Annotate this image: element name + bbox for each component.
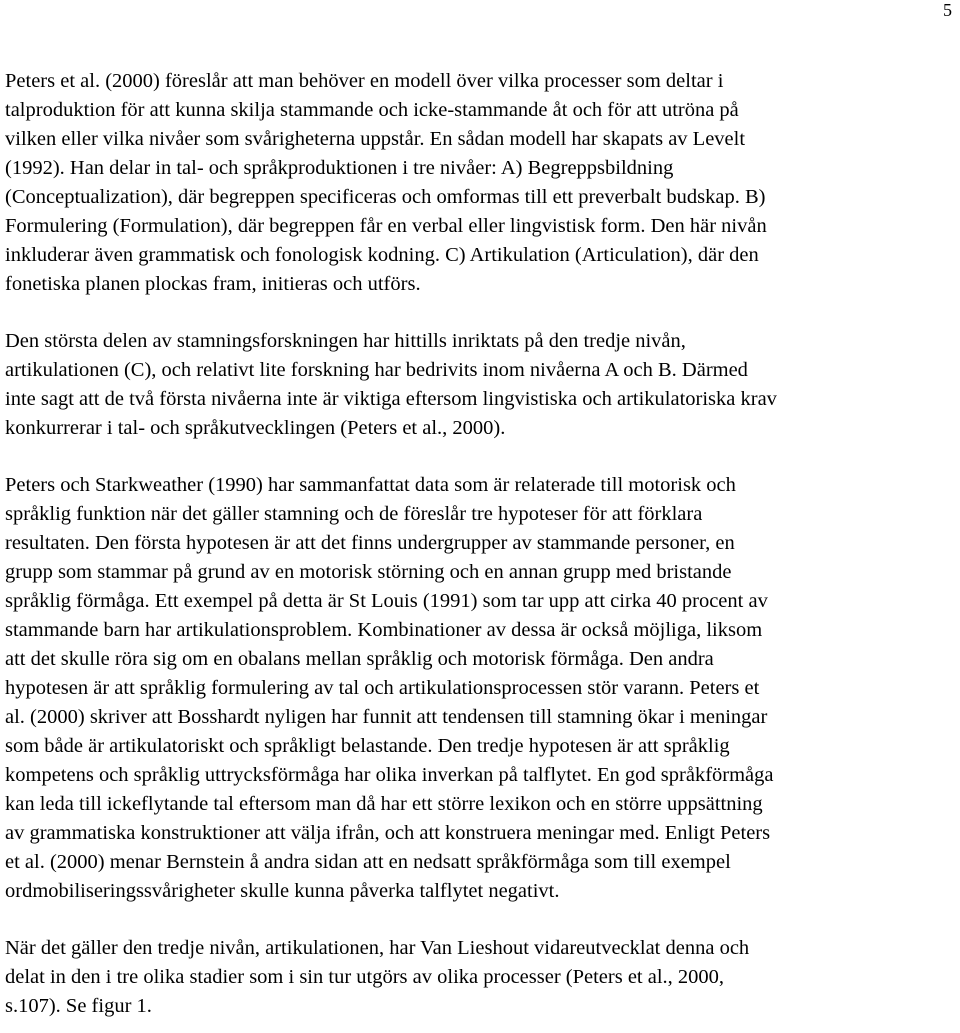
- text-line: språklig förmåga. Ett exempel på detta är St Louis (1991) som tar upp att cirka 40 procent av: [5, 590, 768, 612]
- paragraph-van-lieshout: [5, 934, 955, 1021]
- text-line: språklig funktion när det gäller stamning och de föreslår tre hypoteser för att förklara: [5, 503, 703, 525]
- text-line: kompetens och språklig uttrycksförmåga har olika inverkan på talflytet. En god språkförmåga: [5, 764, 774, 786]
- text-line: s.107). Se figur 1.: [5, 995, 152, 1017]
- text-line: vilken eller vilka nivåer som svårigheterna uppstår. En sådan modell har skapats av Levelt: [5, 128, 746, 150]
- text-line: et al. (2000) menar Bernstein å andra sidan att en nedsatt språkförmåga som till exempel: [5, 851, 731, 873]
- text-line: talproduktion för att kunna skilja stammande och icke-stammande åt och för att utröna på: [5, 99, 739, 121]
- text-line: delat in den i tre olika stadier som i sin tur utgörs av olika processer (Peters et al., 2000,: [5, 966, 725, 988]
- text-line: hypotesen är att språklig formulering av tal och artikulationsprocessen stör varann. Peters et: [5, 677, 760, 699]
- text-line: inkluderar även grammatisk och fonologisk kodning. C) Artikulation (Articulation), där den: [5, 244, 759, 266]
- text-line: (1992). Han delar in tal- och språkproduktionen i tre nivåer: A) Begreppsbildning: [5, 157, 674, 179]
- text-line: När det gäller den tredje nivån, artikulationen, har Van Lieshout vidareutvecklat denna och: [5, 937, 750, 959]
- paragraph-levelt-model: [5, 67, 955, 299]
- page-number: 5: [943, 0, 952, 20]
- text-line: Formulering (Formulation), där begreppen får en verbal eller lingvistisk form. Den här nivån: [5, 215, 767, 237]
- text-line: artikulationen (C), och relativt lite forskning har bedrivits inom nivåerna A och B. Därmed: [5, 359, 748, 381]
- text-line: Peters et al. (2000) föreslår att man behöver en modell över vilka processer som deltar i: [5, 70, 724, 92]
- text-line: grupp som stammar på grund av en motorisk störning och en annan grupp med bristande: [5, 561, 732, 583]
- paragraph-three-hypotheses: [5, 471, 955, 906]
- text-line: Den största delen av stamningsforskningen har hittills inriktats på den tredje nivån,: [5, 330, 686, 352]
- text-line: ordmobiliseringssvårigheter skulle kunna påverka talflytet negativt.: [5, 880, 560, 902]
- text-line: resultaten. Den första hypotesen är att det finns undergrupper av stammande personer, en: [5, 532, 735, 554]
- document-body: [5, 67, 955, 1021]
- text-line: al. (2000) skriver att Bosshardt nyligen har funnit att tendensen till stamning ökar i meningar: [5, 706, 768, 728]
- paragraph-research-focus: [5, 327, 955, 443]
- text-line: konkurrerar i tal- och språkutvecklingen (Peters et al., 2000).: [5, 417, 506, 439]
- text-line: Peters och Starkweather (1990) har sammanfattat data som är relaterade till motorisk och: [5, 474, 736, 496]
- text-line: av grammatiska konstruktioner att välja ifrån, och att konstruera meningar med. Enligt Peters: [5, 822, 771, 844]
- text-line: stammande barn har artikulationsproblem. Kombinationer av dessa är också möjliga, liksom: [5, 619, 763, 641]
- text-line: inte sagt att de två första nivåerna inte är viktiga eftersom lingvistiska och artikulatoriska krav: [5, 388, 777, 410]
- text-line: fonetiska planen plockas fram, initieras och utförs.: [5, 273, 421, 295]
- text-line: kan leda till ickeflytande tal eftersom man då har ett större lexikon och en större uppsättning: [5, 793, 763, 815]
- text-line: (Conceptualization), där begreppen specificeras och omformas till ett preverbalt budskap. B): [5, 186, 766, 208]
- text-line: att det skulle röra sig om en obalans mellan språklig och motorisk förmåga. Den andra: [5, 648, 714, 670]
- text-line: som både är artikulatoriskt och språkligt belastande. Den tredje hypotesen är att språklig: [5, 735, 730, 757]
